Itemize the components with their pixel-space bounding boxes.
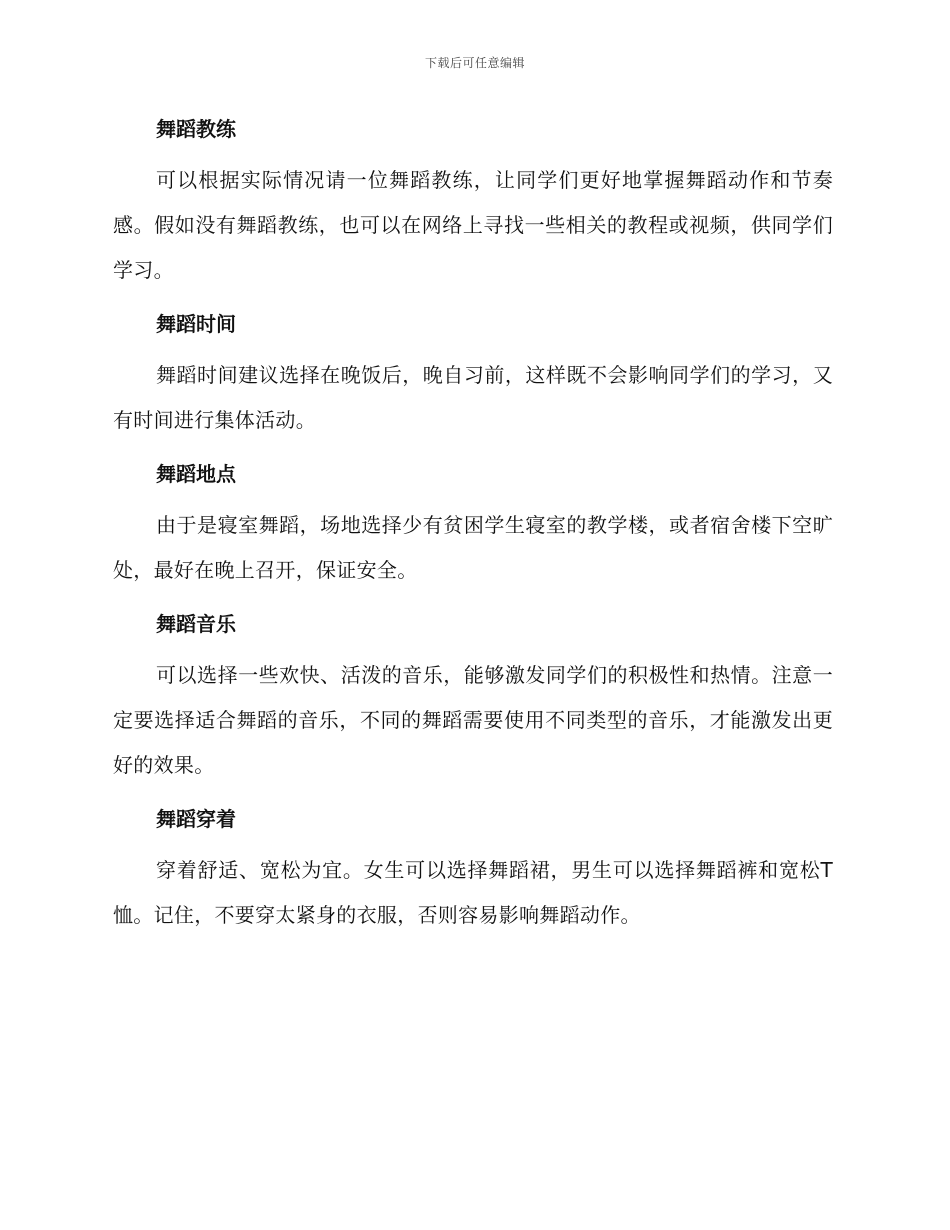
page-header-note: 下载后可任意编辑 — [424, 56, 525, 70]
section-body: 可以选择一些欢快、活泼的音乐，能够激发同学们的积极性和热情。注意一定要选择适合舞蹈的音乐，不同的舞蹈需要使用不同类型的音乐，才能激发出更好的效果。 — [113, 663, 833, 777]
section-dance-location — [113, 455, 833, 593]
section-heading: 舞蹈教练 — [156, 117, 236, 141]
section-heading: 舞蹈地点 — [156, 462, 236, 486]
section-heading: 舞蹈时间 — [156, 312, 236, 336]
section-heading: 舞蹈穿着 — [156, 807, 236, 831]
section-dance-coach — [113, 110, 833, 293]
section-body: 由于是寝室舞蹈，场地选择少有贫困学生寝室的教学楼，或者宿舍楼下空旷处，最好在晚上召开，保证安全。 — [113, 513, 833, 582]
section-body: 穿着舒适、宽松为宜。女生可以选择舞蹈裙，男生可以选择舞蹈裤和宽松T恤。记住，不要穿太紧身的衣服，否则容易影响舞蹈动作。 — [113, 858, 833, 927]
section-dance-music — [113, 605, 833, 788]
section-heading: 舞蹈音乐 — [156, 612, 236, 636]
section-dance-time — [113, 305, 833, 443]
section-dance-attire — [113, 800, 833, 938]
document-content — [113, 110, 833, 950]
section-body: 可以根据实际情况请一位舞蹈教练，让同学们更好地掌握舞蹈动作和节奏感。假如没有舞蹈教练，也可以在网络上寻找一些相关的教程或视频，供同学们学习。 — [113, 168, 833, 282]
section-body: 舞蹈时间建议选择在晚饭后，晚自习前，这样既不会影响同学们的学习，又有时间进行集体活动。 — [113, 363, 833, 432]
